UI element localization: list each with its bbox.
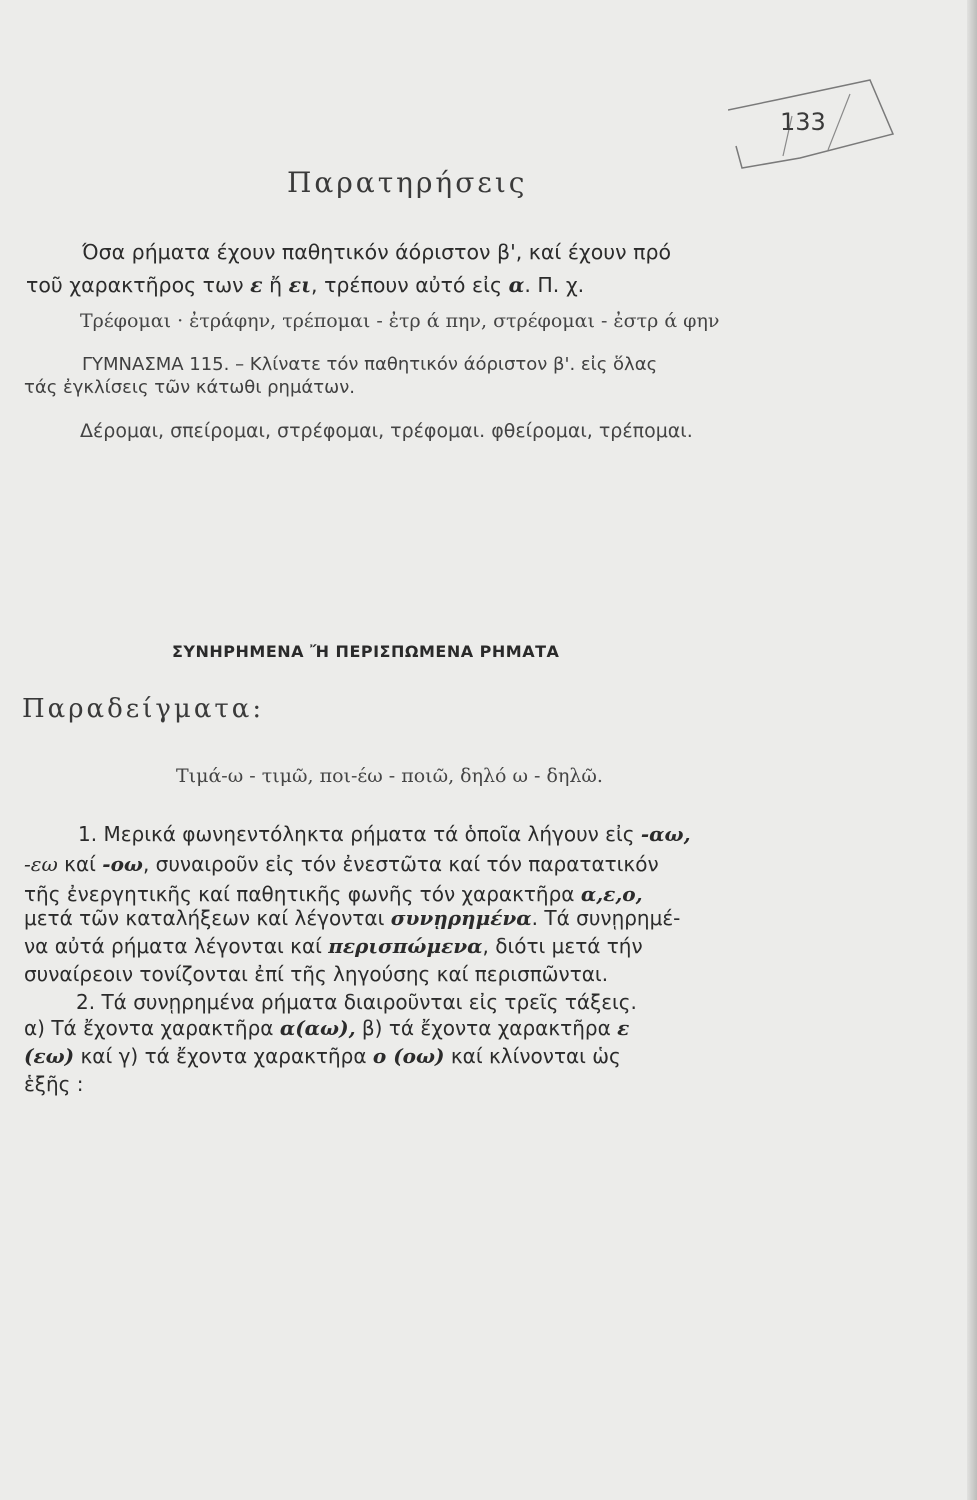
para2-line-3: (εω) καί γ) τά ἔχοντα χαρακτῆρα ο (οω) καί κλίνονται ὡς [24,1044,621,1068]
exercise-115-line-1: ΓΥΜΝΑΣΜΑ 115. – Κλίνατε τόν παθητικόν άόριστον β'. εἰς ὅλας [82,354,658,375]
para2-line-1: 2. Τά συνῃρημένα ρήματα διαιροῦνται εἰς τρεῖς τάξεις. [76,990,637,1014]
para1-line-4: μετά τῶν καταλήξεων καί λέγονται συνῃρημένα. Τά συνῃρημέ- [24,906,681,930]
section-title-observations: Παρατηρήσεις [287,166,528,199]
note-line-1: Όσα ρήματα έχουν παθητικόν άόριστον β', καί έχουν πρό [82,240,672,264]
para1-line-3: τῆς ἐνεργητικῆς καί παθητικῆς φωνῆς τόν χαρακτῆρα α,ε,ο, [24,882,643,906]
para2-line-2: α) Τά ἔχοντα χαρακτῆρα α(αω), β) τά ἔχοντα χαρακτῆρα ε [24,1016,630,1040]
para1-line-2: -εω καί -οω, συναιροῦν εἰς τόν ἐνεστῶτα καί τόν παρατατικόν [24,852,659,876]
page-number-stamp [728,78,898,173]
page-number: 133 [780,108,826,136]
section-title-examples: Παραδείγματα: [22,694,265,724]
para1-line-5: να αὐτά ρήματα λέγονται καί περισπώμενα, διότι μετά τήν [24,934,643,958]
para2-line-4: ἑξῆς : [24,1072,84,1096]
section-heading-contracted-verbs: ΣΥΝΗΡΗΜΕΝΑ Ἤ ΠΕΡΙΣΠΩΜΕΝΑ ΡΗΜΑΤΑ [172,642,560,661]
exercise-115-line-2: τάς ἐγκλίσεις τῶν κάτωθι ρημάτων. [24,377,355,398]
exercise-verbs: Δέρομαι, σπείρομαι, στρέφομαι, τρέφομαι. φθείρομαι, τρέπομαι. [80,420,693,442]
para1-line-1: 1. Μερικά φωνηεντόληκτα ρήματα τά ὁποῖα λήγουν εἰς -αω, [78,822,691,846]
note-line-2: τοῦ χαρακτῆρος των ε ἤ ει, τρέπουν αὐτό εἰς α. Π. χ. [26,273,585,297]
example-line: Τρέφομαι · ἐτράφην, τρέπομαι - ἐτρ ά πην, στρέφομαι - ἐστρ ά φην [80,310,720,332]
para1-line-6: συναίρεοιν τονίζονται ἐπί τῆς ληγούσης καί περισπῶνται. [24,962,609,986]
contracted-examples: Τιμά-ω - τιμῶ, ποι-έω - ποιῶ, δηλό ω - δηλῶ. [176,765,603,787]
page-edge-shadow [967,0,977,1500]
